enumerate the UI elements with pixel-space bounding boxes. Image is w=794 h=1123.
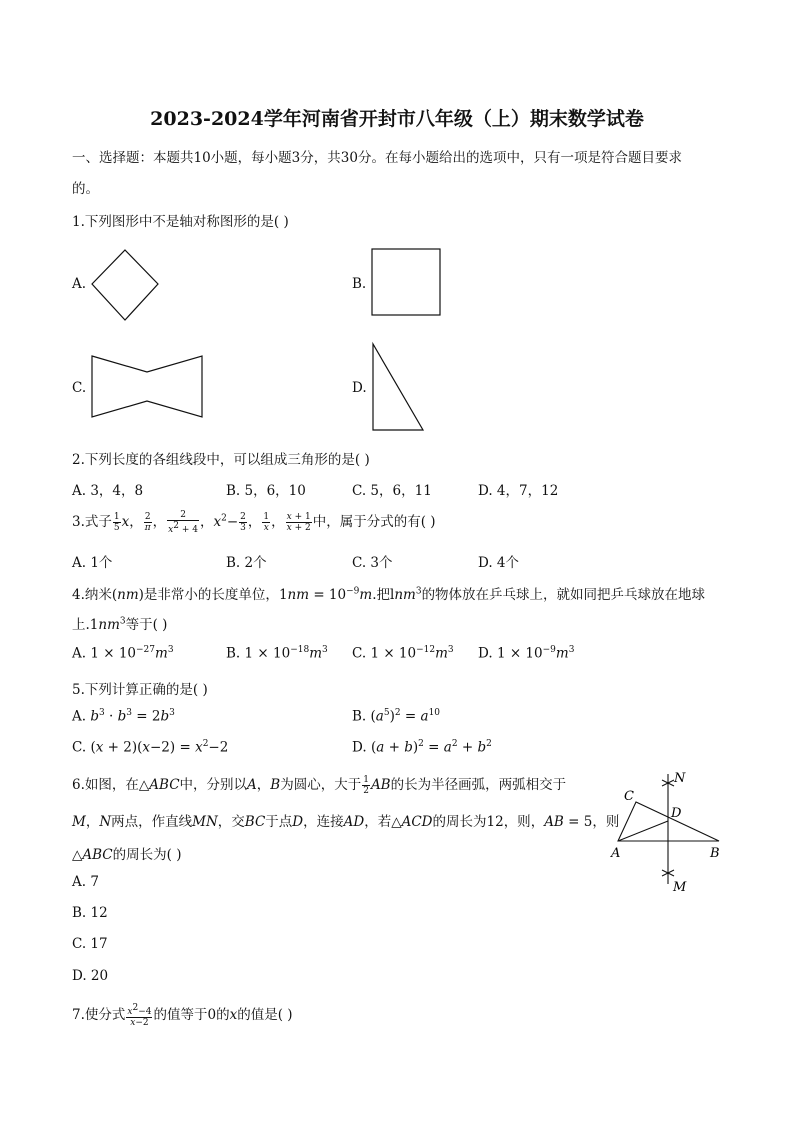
- q5-option-a: A. $b^3 \cdot b^3 = 2b^3$: [72, 708, 175, 725]
- q6-option-b: B. 12: [72, 905, 108, 921]
- q1-option-b-label: B.: [352, 276, 367, 292]
- label-a: A: [611, 846, 621, 861]
- section-instructions-line2: 的。: [72, 181, 99, 197]
- q1-option-c-label: C.: [72, 380, 87, 396]
- q3-option-a: A. 1个: [72, 555, 113, 571]
- label-d: D: [671, 806, 682, 821]
- q2-option-d: D. 4，7，12: [478, 483, 559, 499]
- q4-option-a: A. $1 \times 10^{-27}m^3$: [72, 645, 174, 662]
- q6-stem-line2: M，N两点，作直线MN，交BC于点D，连接AD，若△ACD的周长为12，则，AB = 5，则: [72, 814, 620, 830]
- q2-option-a: A. 3，4，8: [72, 483, 144, 499]
- section-instructions-line1: 一、选择题：本题共10小题，每小题3分，共30分。在每小题给出的选项中，只有一项是符合题目要求: [72, 150, 682, 166]
- q4-option-b: B. $1 \times 10^{-18}m^3$: [226, 645, 328, 662]
- q4-option-c: C. $1 \times 10^{-12}m^3$: [352, 645, 454, 662]
- q3-option-d: D. 4个: [478, 555, 520, 571]
- q5-option-b: B. $(a^5)^2 = a^{10}$: [352, 708, 441, 725]
- q1-option-d-label: D.: [352, 380, 367, 396]
- q2-option-c: C. 5，6，11: [352, 483, 432, 499]
- q5-option-c: C. $(x + 2)(x-2) = x^2-2$: [72, 739, 229, 756]
- q6-stem-line3: △ABC的周长为( ): [72, 847, 182, 863]
- q3-stem: 3.式子 $\frac{1}{5}$ x， $\frac{2}{\pi}$ ， $\frac{2}{x^2 + 4}$ ，$x^2-$ $\frac{2}{3}$ ， $\frac{1}{x}$ ， $\frac{x + 1}{x + 2}$ 中，属于分式的有( ): [72, 510, 436, 535]
- q2-stem: 2.下列长度的各组线段中，可以组成三角形的是( ): [72, 452, 370, 468]
- q2-option-b: B. 5，6，10: [226, 483, 306, 499]
- q6-option-c: C. 17: [72, 936, 108, 952]
- q4-stem-line1: 4.纳米(nm)是非常小的长度单位，$1nm = 10^{-9}m$.把lnm$^3$的物体放在乒乓球上，就如同把乒乓球放在地球: [72, 586, 706, 603]
- q6-stem-line1: 6.如图，在△ABC中，分别以A，B为圆心，大于 $\frac{1}{2}$ AB的长为半径画弧，两弧相交于: [72, 775, 567, 796]
- q6-option-a: A. 7: [72, 874, 99, 890]
- label-b: B: [710, 846, 720, 861]
- q6-option-d: D. 20: [72, 968, 109, 984]
- q3-suffix: 中，属于分式的有( ): [312, 514, 436, 530]
- q1-stem: 1.下列图形中不是轴对称图形的是( ): [72, 214, 289, 230]
- q5-option-d: D. $(a + b)^2 = a^2 + b^2$: [352, 739, 492, 756]
- q3-prefix: 3.式子: [72, 514, 112, 530]
- q1-option-a-label: A.: [72, 276, 87, 292]
- page-title: 2023-2024学年河南省开封市八年级（上）期末数学试卷: [150, 108, 644, 130]
- label-c: C: [624, 789, 634, 804]
- q4-option-d: D. $1 \times 10^{-9}m^3$: [478, 645, 575, 662]
- q7-stem: 7.使分式 $\frac{x^2-4}{x-2}$ 的值等于0的x的值是( ): [72, 1003, 293, 1028]
- q3-option-c: C. 3个: [352, 555, 393, 571]
- q5-stem: 5.下列计算正确的是( ): [72, 682, 208, 698]
- label-n: N: [674, 771, 686, 786]
- label-m: M: [673, 880, 687, 895]
- q3-option-b: B. 2个: [226, 555, 267, 571]
- q4-stem-line2: 上$.1nm^3$等于( ): [72, 616, 168, 633]
